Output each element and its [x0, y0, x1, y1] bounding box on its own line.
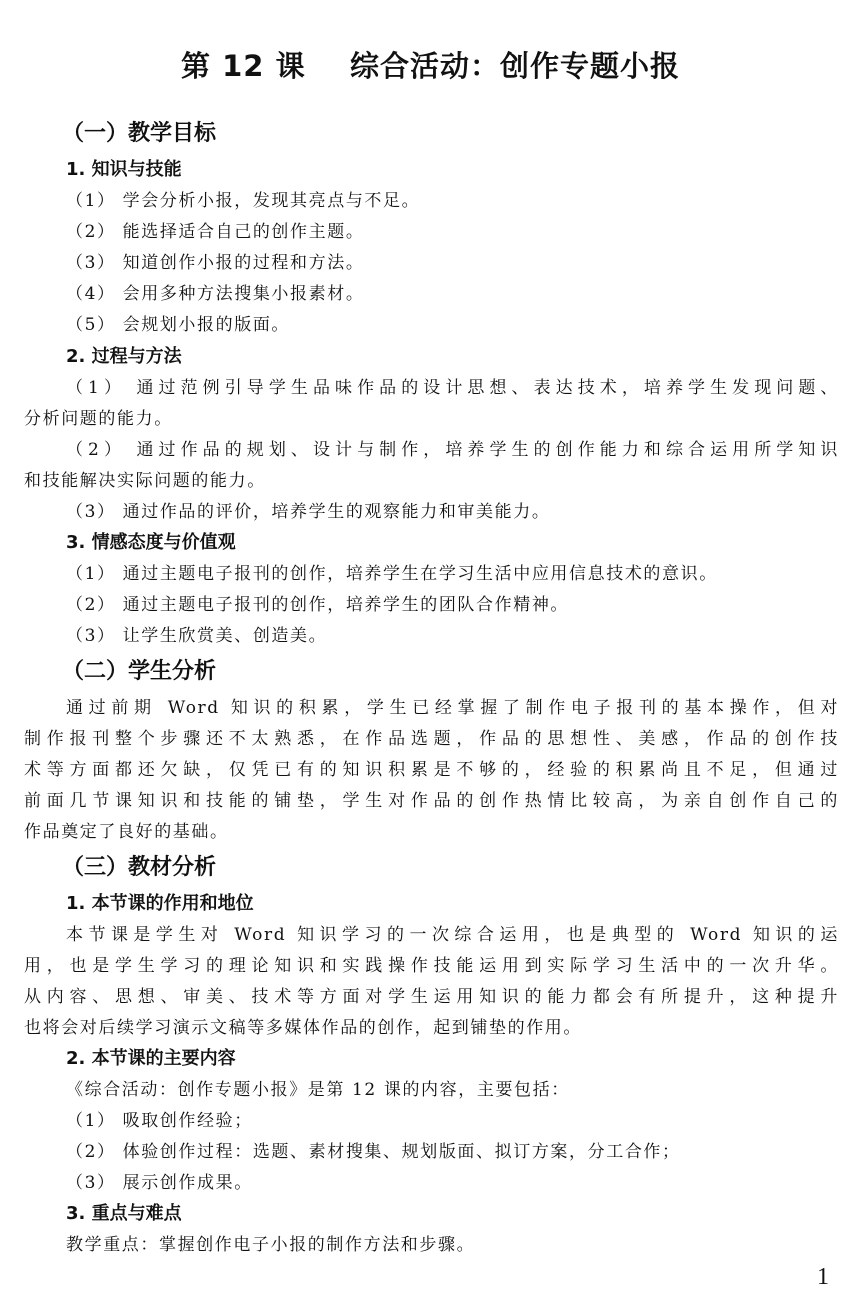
goal-item: （3） 知道创作小报的过程和方法。	[66, 253, 365, 273]
paragraph-line: 《综合活动：创作专题小报》是第 12 课的内容，主要包括：	[66, 1080, 570, 1100]
subheading-main-content: 2. 本节课的主要内容	[66, 1048, 236, 1069]
paragraph-line: 通过前期 Word 知识的积累，学生已经掌握了制作电子报刊的基本操作，但对	[66, 698, 839, 718]
paragraph-line: （2） 通过作品的规划、设计与制作，培养学生的创作能力和综合运用所学知识	[66, 440, 839, 460]
paragraph-line: 制作报刊整个步骤还不太熟悉，在作品选题，作品的思想性、美感，作品的创作技	[24, 729, 839, 749]
page-number: 1	[817, 1264, 829, 1290]
section-heading-material-analysis: （三）教材分析	[62, 855, 217, 880]
goal-item: （5） 会规划小报的版面。	[66, 315, 291, 335]
paragraph-line: 分析问题的能力。	[24, 409, 173, 429]
content-item: （3） 展示创作成果。	[66, 1173, 253, 1193]
paragraph-line: 用，也是学生学习的理论知识和实践操作技能运用到实际学习生活中的一次升华。	[24, 956, 839, 976]
paragraph-line: 也将会对后续学习演示文稿等多媒体作品的创作，起到铺垫的作用。	[24, 1018, 582, 1038]
paragraph-line: 本节课是学生对 Word 知识学习的一次综合运用，也是典型的 Word 知识的运	[66, 925, 839, 945]
goal-item: （2） 通过主题电子报刊的创作，培养学生的团队合作精神。	[66, 595, 570, 615]
subheading-role-position: 1. 本节课的作用和地位	[66, 893, 254, 914]
goal-item: （2） 能选择适合自己的创作主题。	[66, 222, 365, 242]
paragraph-line: 术等方面都还欠缺，仅凭已有的知识积累是不够的，经验的积累尚且不足，但通过	[24, 760, 839, 780]
goal-item: （1） 学会分析小报，发现其亮点与不足。	[66, 191, 421, 211]
section-heading-teaching-goals: （一）教学目标	[62, 121, 217, 146]
section-heading-student-analysis: （二）学生分析	[62, 659, 217, 684]
paragraph-line: （1） 通过范例引导学生品味作品的设计思想、表达技术，培养学生发现问题、	[66, 378, 839, 398]
lesson-title: 第 12 课 综合活动：创作专题小报	[181, 49, 680, 83]
content-item: （1） 吸取创作经验；	[66, 1111, 253, 1131]
paragraph-line: 和技能解决实际问题的能力。	[24, 471, 266, 491]
subheading-process-method: 2. 过程与方法	[66, 346, 182, 367]
goal-item: （3） 让学生欣赏美、创造美。	[66, 626, 328, 646]
paragraph-line: 从内容、思想、审美、技术等方面对学生运用知识的能力都会有所提升，这种提升	[24, 987, 839, 1007]
paragraph-line: 前面几节课知识和技能的铺垫，学生对作品的创作热情比较高，为亲自创作自己的	[24, 791, 839, 811]
goal-item: （1） 通过主题电子报刊的创作，培养学生在学习生活中应用信息技术的意识。	[66, 564, 718, 584]
paragraph-line: （3） 通过作品的评价，培养学生的观察能力和审美能力。	[66, 502, 551, 522]
content-item: （2） 体验创作过程：选题、素材搜集、规划版面、拟订方案，分工合作；	[66, 1142, 681, 1162]
paragraph-line: 作品奠定了良好的基础。	[24, 822, 229, 842]
subheading-key-difficulty: 3. 重点与难点	[66, 1203, 182, 1224]
subheading-knowledge-skills: 1. 知识与技能	[66, 159, 182, 180]
goal-item: （4） 会用多种方法搜集小报素材。	[66, 284, 365, 304]
paragraph-line: 教学重点：掌握创作电子小报的制作方法和步骤。	[66, 1235, 476, 1255]
subheading-values: 3. 情感态度与价值观	[66, 532, 236, 553]
